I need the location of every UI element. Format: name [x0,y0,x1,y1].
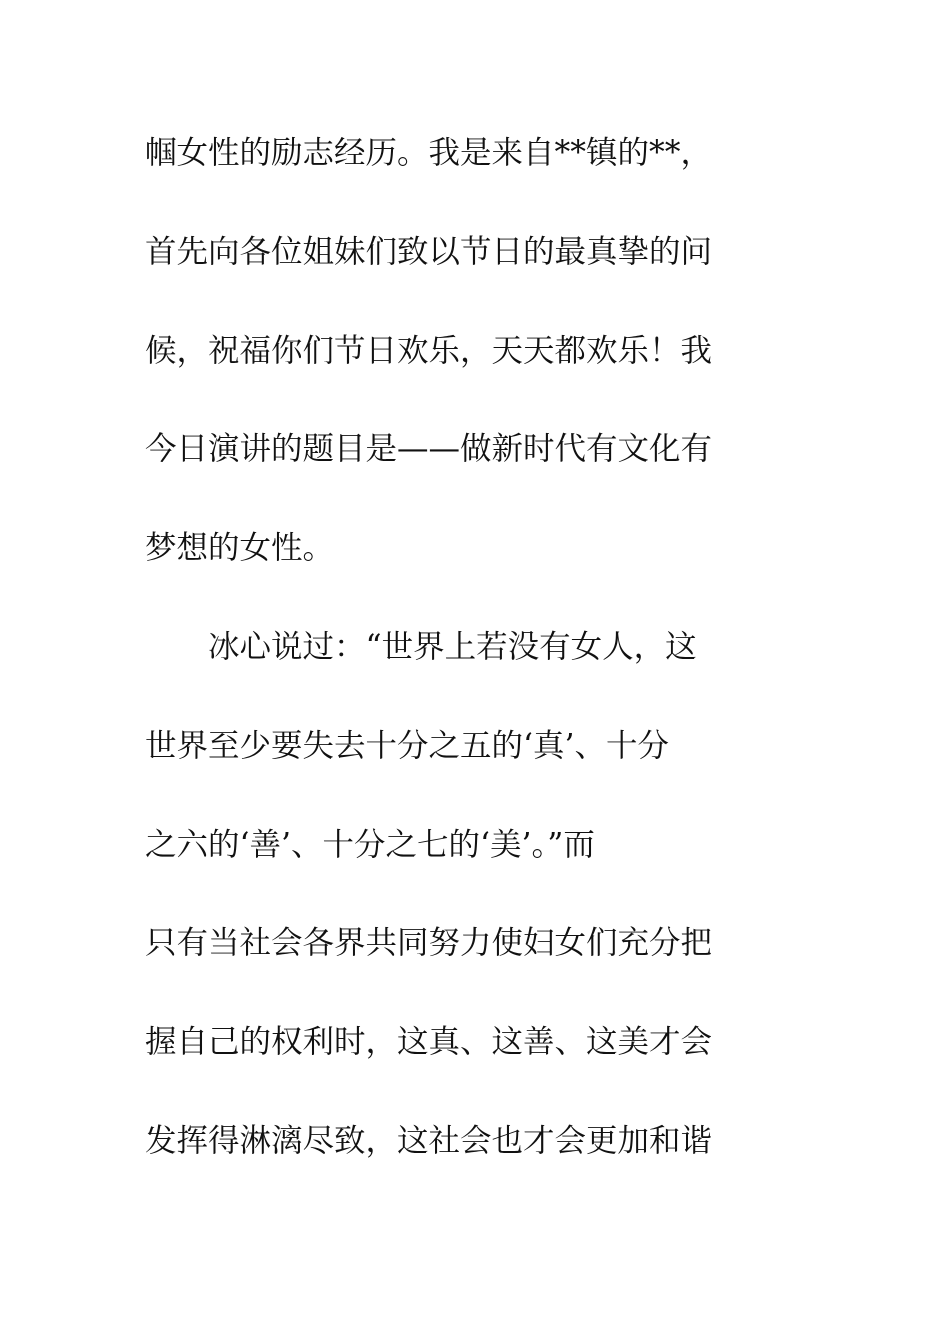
text-line: 之六的‘善’、十分之七的‘美’。”而 [145,826,595,863]
body-text [145,128,785,1215]
text-line: 握自己的权利时，这真、这善、这美才会 [145,1024,713,1061]
text-line: 帼女性的励志经历。我是来自**镇的**， [145,135,713,171]
text-line: 首先向各位姐妹们致以节日的最真挚的问 [145,233,713,270]
text-line: 只有当社会各界共同努力使妇女们充分把 [145,925,713,962]
text-line: 今日演讲的题目是——做新时代有文化有 [145,431,713,468]
text-line: 世界至少要失去十分之五的‘真’、十分 [145,727,670,764]
text-line: 发挥得淋漓尽致，这社会也才会更加和谐 [145,1122,713,1159]
text-line: 候，祝福你们节日欢乐，天天都欢乐！我 [145,332,713,369]
text-line: 梦想的女性。 [145,530,335,567]
paragraph-start-line: 冰心说过：“世界上若没有女人，这 [208,628,697,665]
